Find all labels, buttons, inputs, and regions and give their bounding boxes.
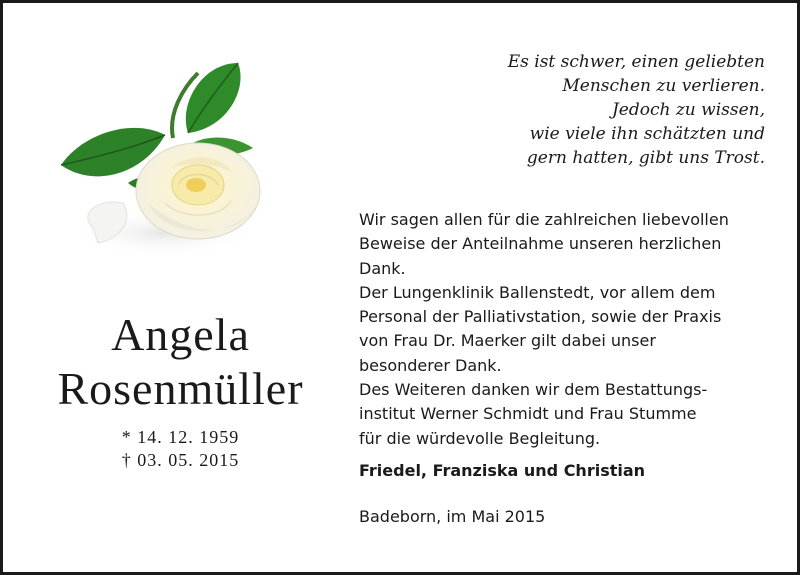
- last-name: Rosenmüller: [57, 363, 304, 414]
- first-name: Angela: [111, 309, 250, 360]
- poem-line: gern hatten, gibt uns Trost.: [526, 148, 765, 168]
- family-signature: Friedel, Franziska und Christian: [359, 460, 646, 480]
- poem-line: Es ist schwer, einen geliebten: [507, 52, 765, 72]
- poem-verse: [508, 50, 765, 170]
- message-line: Der Lungenklinik Ballenstedt, vor allem dem: [359, 282, 716, 302]
- message-line: Personal der Palliativstation, sowie der Praxis: [359, 307, 722, 327]
- message-line: Wir sagen allen für die zahlreichen liebevollen: [359, 210, 729, 229]
- poem-line: wie viele ihn schätzten und: [529, 124, 765, 144]
- birth-date: * 14. 12. 1959: [121, 427, 240, 447]
- message-line: von Frau Dr. Maerker gilt dabei unser: [359, 331, 656, 351]
- message-line: Des Weiteren danken wir dem Bestattungs-: [359, 380, 708, 400]
- message-line: Dank.: [359, 258, 406, 278]
- poem-line: Menschen zu verlieren.: [562, 76, 765, 96]
- deceased-block: [23, 308, 338, 472]
- message-line: besonderer Dank.: [359, 355, 502, 375]
- message-line: für die würdevolle Begleitung.: [359, 428, 601, 448]
- message-line: institut Werner Schmidt und Frau Stumme: [359, 404, 697, 424]
- message-line: Beweise der Anteilnahme unseren herzlichen: [359, 234, 722, 254]
- death-date: † 03. 05. 2015: [121, 450, 240, 470]
- white-rose-icon: [53, 53, 283, 268]
- thank-you-message: [359, 208, 779, 530]
- poem-line: Jedoch zu wissen,: [611, 100, 765, 120]
- place-date: Badeborn, im Mai 2015: [359, 507, 546, 527]
- life-dates: [23, 426, 338, 472]
